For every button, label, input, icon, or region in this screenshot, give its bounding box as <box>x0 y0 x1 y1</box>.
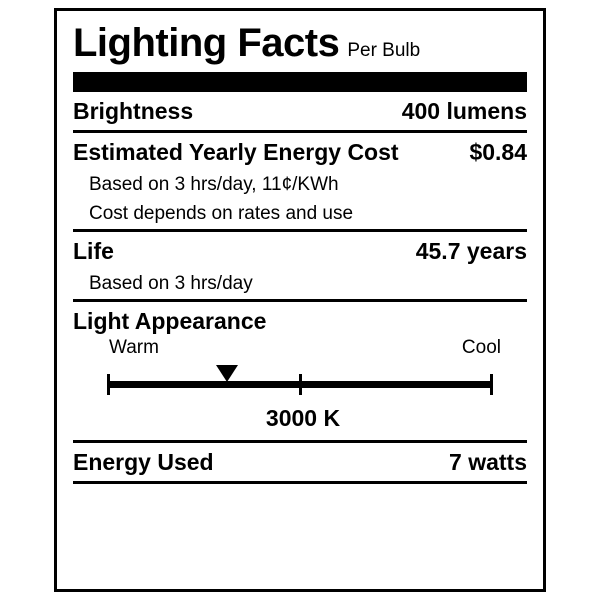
energy-used-label: Energy Used <box>73 448 214 475</box>
label-title <box>69 11 531 63</box>
energy-used-value: 7 watts <box>449 448 527 475</box>
life-row <box>69 232 531 270</box>
energy-used-row <box>69 443 531 481</box>
brightness-row <box>69 92 531 130</box>
life-label: Life <box>73 238 114 265</box>
energy-cost-value: $0.84 <box>469 139 527 166</box>
appearance-warm-label: Warm <box>109 336 159 358</box>
lighting-facts-label <box>54 8 546 592</box>
appearance-scale <box>107 363 493 407</box>
title-divider-bar <box>73 72 527 89</box>
appearance-tick-warm <box>107 374 110 395</box>
energy-cost-note-basis: Based on 3 hrs/day, 11¢/KWh <box>89 173 339 195</box>
appearance-tick-cool <box>490 374 493 395</box>
title-main-text: Lighting Facts <box>73 21 340 65</box>
brightness-label: Brightness <box>73 98 194 124</box>
appearance-scale-endpoints <box>73 335 527 363</box>
label-footer-whitespace <box>69 484 531 564</box>
appearance-kelvin-value: 3000 K <box>265 404 341 431</box>
title-sub-text: Per Bulb <box>347 40 421 61</box>
life-value: 45.7 years <box>415 238 527 265</box>
energy-cost-note-rates: Cost depends on rates and use <box>89 202 354 224</box>
life-note-basis: Based on 3 hrs/day <box>89 272 253 294</box>
energy-cost-label: Estimated Yearly Energy Cost <box>73 139 399 166</box>
appearance-cool-label: Cool <box>461 336 501 358</box>
appearance-pointer-marker <box>216 365 238 382</box>
energy-cost-row <box>69 133 531 171</box>
appearance-tick-middle <box>299 374 302 395</box>
light-appearance-label: Light Appearance <box>73 308 267 335</box>
light-appearance-section <box>69 302 531 439</box>
brightness-value: 400 lumens <box>401 98 527 124</box>
